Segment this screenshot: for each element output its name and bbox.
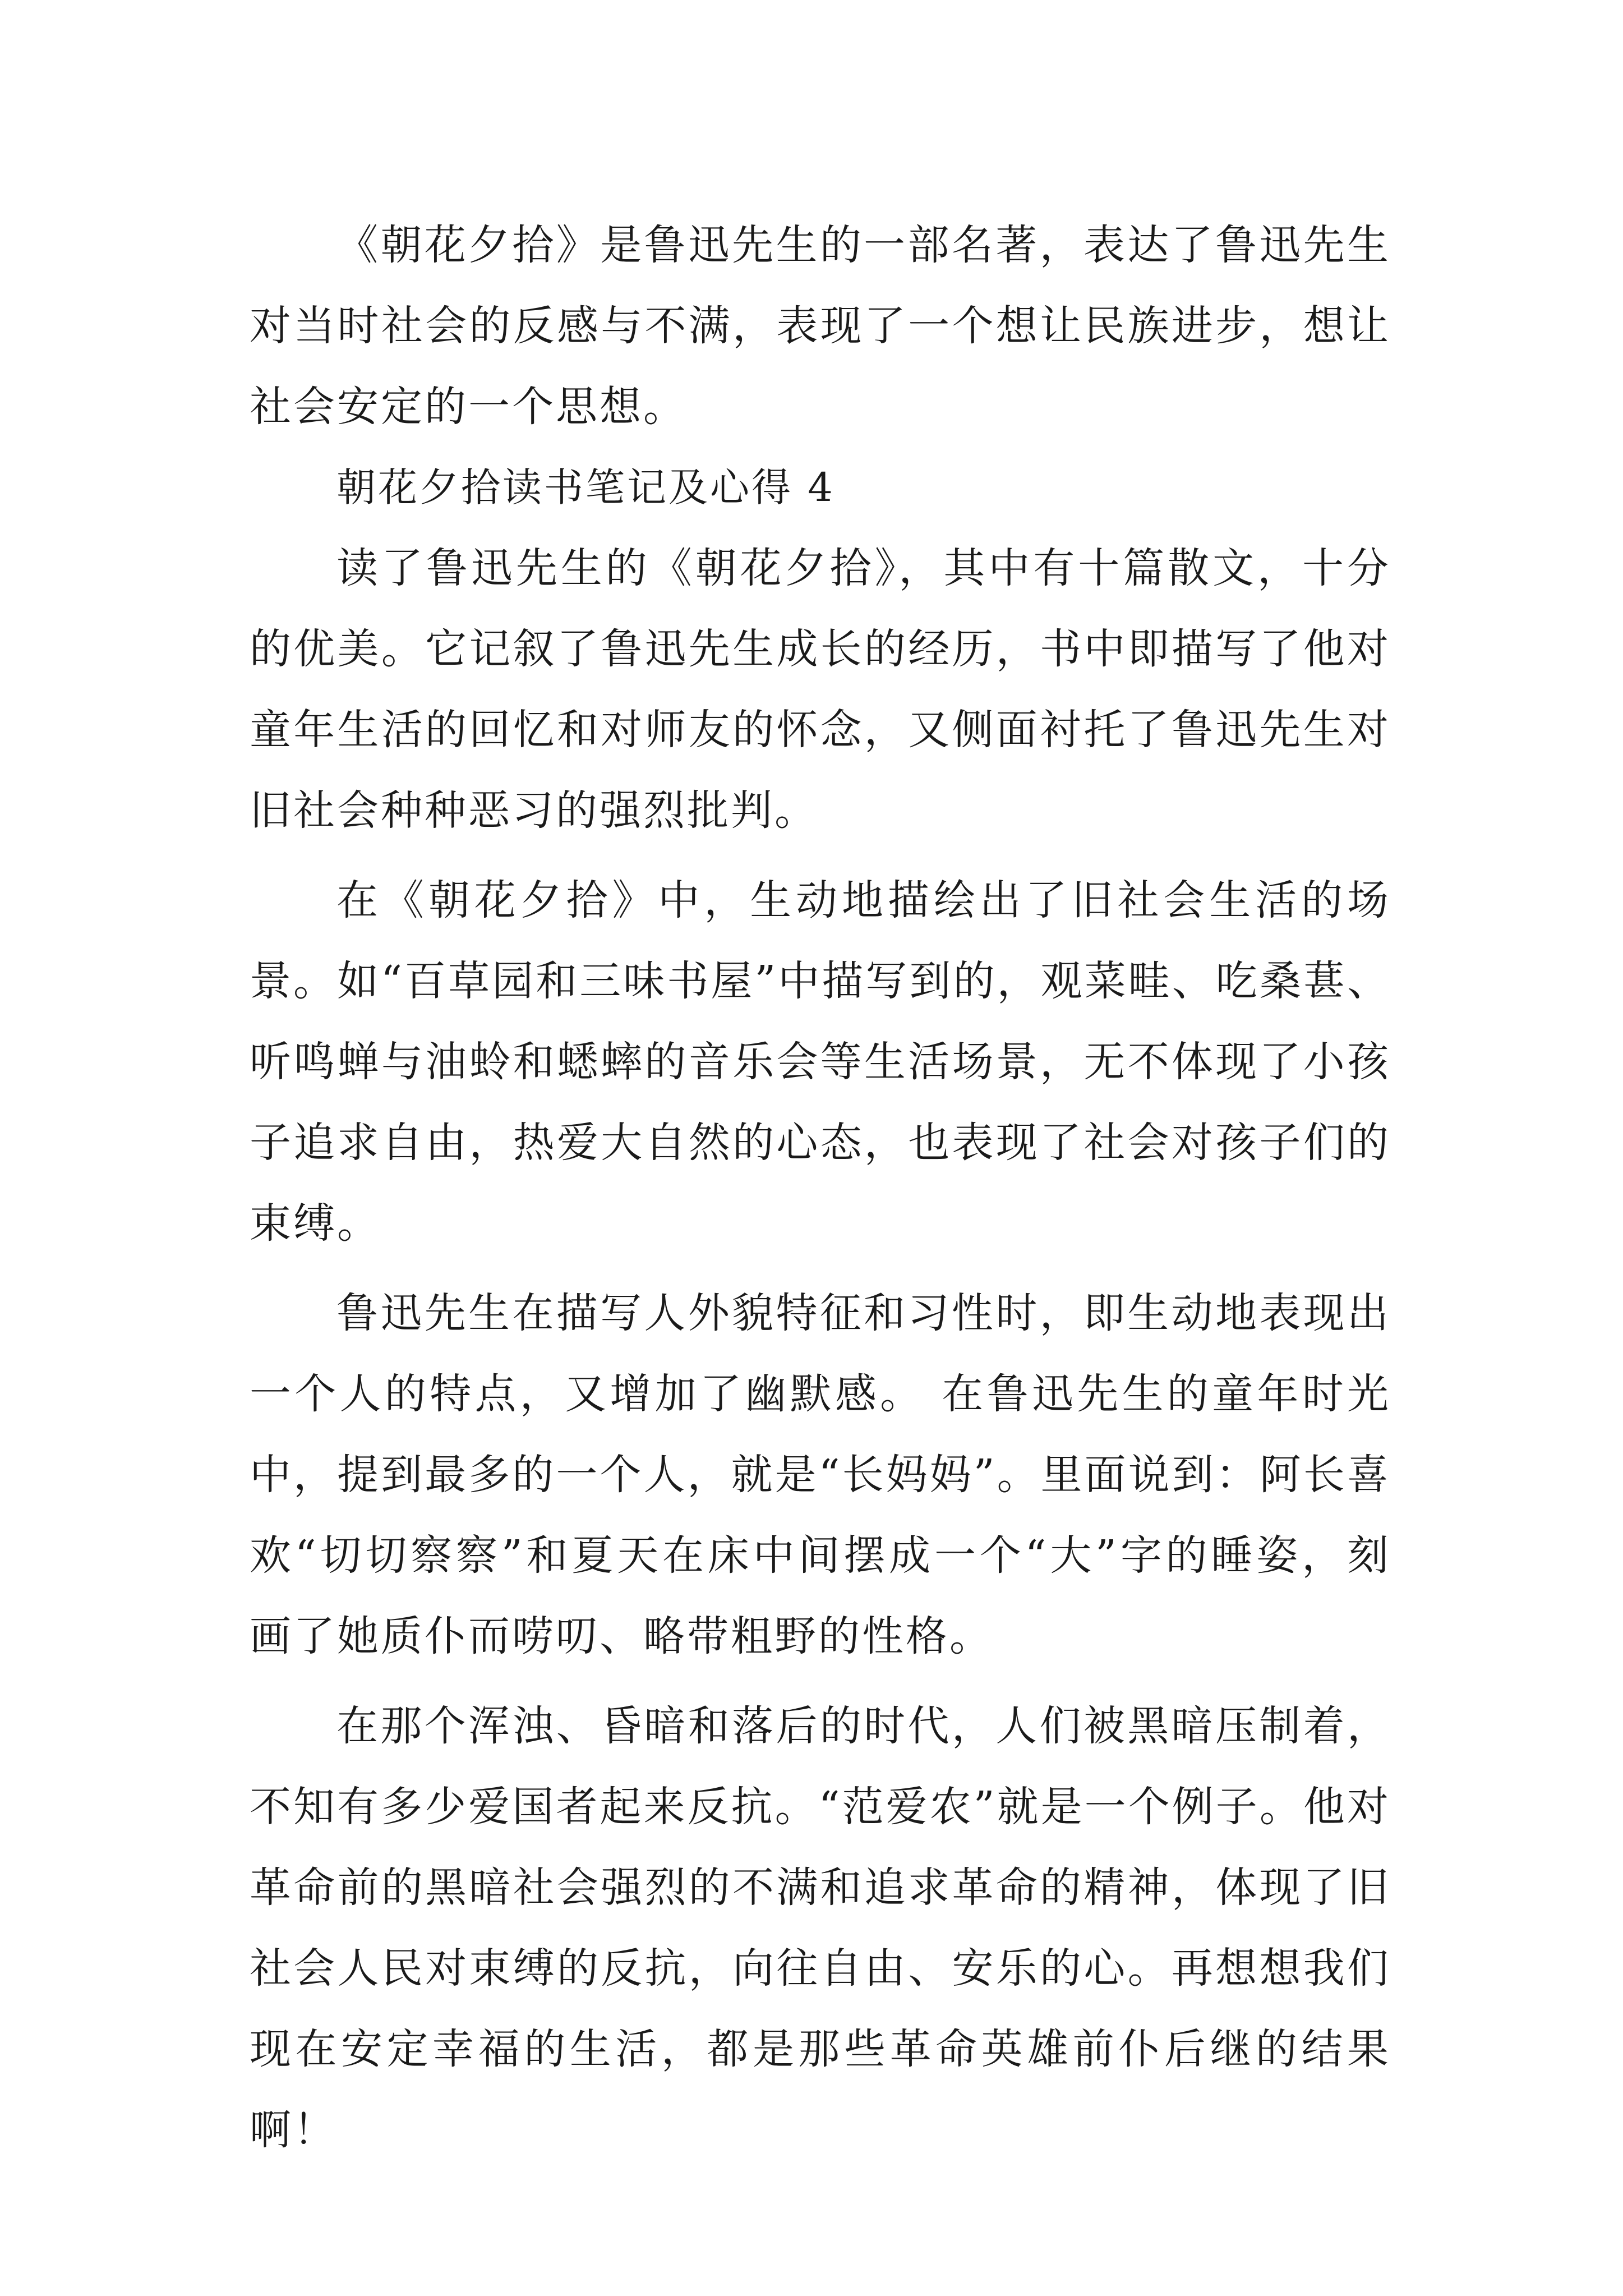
paragraph-gap	[250, 1264, 1391, 1273]
section-heading: 朝花夕拾读书笔记及心得 4	[336, 464, 835, 510]
paragraph-1: 读了鲁迅先生的《朝花夕拾》，其中有十篇散文，十分的优美。它记叙了鲁迅先生成长的经历，书中即描写了他对童年生活的回忆和对师友的怀念，又侧面衬托了鲁迅先生对旧社会种种恶习的强烈批判。	[250, 544, 1391, 835]
document-body	[250, 205, 1391, 2170]
paragraph-gap	[250, 851, 1391, 860]
paragraph-3: 鲁迅先生在描写人外貌特征和习性时，即生动地表现出一个人的特点，又增加了幽默感。 在鲁迅先生的童年时光中，提到最多的一个人，就是“长妈妈”。里面说到：阿长喜欢“切切察察”和夏天在床中间摆成一个“大”字的睡姿，刻画了她质仆而唠叨、略带粗野的性格。	[250, 1289, 1391, 1660]
paragraph-gap	[250, 1677, 1391, 1686]
paragraph-intro: 《朝花夕拾》是鲁迅先生的一部名著，表达了鲁迅先生对当时社会的反感与不满，表现了一个想让民族进步，想让社会安定的一个思想。	[250, 221, 1391, 431]
paragraph-2: 在《朝花夕拾》中，生动地描绘出了旧社会生活的场景。如“百草园和三味书屋”中描写到的，观菜畦、吃桑葚、听鸣蝉与油蛉和蟋蟀的音乐会等生活场景，无不体现了小孩子追求自由，热爱大自然的心态，也表现了社会对孩子们的束缚。	[250, 876, 1391, 1248]
paragraph-4: 在那个浑浊、昏暗和落后的时代，人们被黑暗压制着，不知有多少爱国者起来反抗。“范爱农”就是一个例子。他对革命前的黑暗社会强烈的不满和追求革命的精神，体现了旧社会人民对束缚的反抗，向往自由、安乐的心。再想想我们现在安定幸福的生活，都是那些革命英雄前仆后继的结果啊！	[250, 1702, 1391, 2154]
